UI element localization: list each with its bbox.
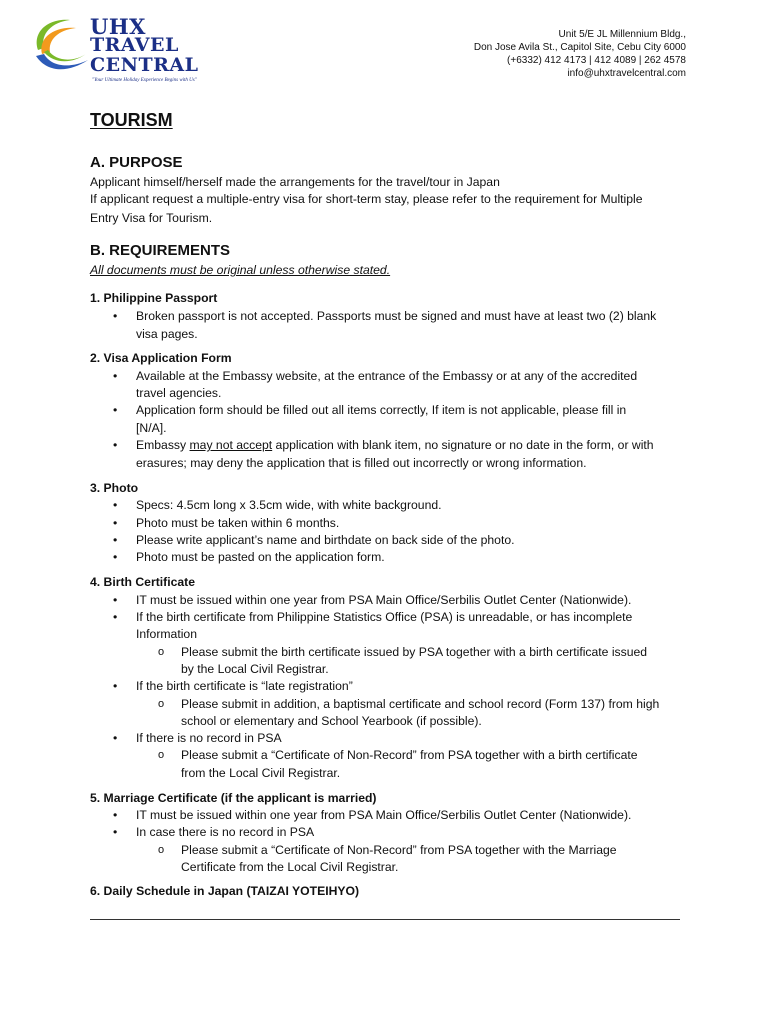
bullet-marker: • (113, 533, 118, 547)
sub-list-item-text: Please submit the birth certificate issued by PSA together with a birth certificate issued (181, 645, 648, 659)
logo-text-travel: TRAVEL (90, 34, 179, 56)
purpose-line-2: If applicant request a multiple-entry visa for short-term stay, please refer to the requirement for Multiple (90, 192, 643, 206)
list-item-text: Specs: 4.5cm long x 3.5cm wide, with white background. (136, 498, 442, 512)
list-item-text: Available at the Embassy website, at the entrance of the Embassy or at any of the accredited (136, 369, 638, 383)
list-item-text: In case there is no record in PSA (136, 825, 315, 839)
list-item-text: [N/A]. (136, 421, 167, 435)
photo-heading: 3. Photo (90, 481, 139, 495)
list-item-text: IT must be issued within one year from PSA Main Office/Serbilis Outlet Center (Nationwide). (136, 593, 632, 607)
requirements-heading: B. REQUIREMENTS (90, 242, 231, 259)
list-item-text: If the birth certificate is “late registration” (136, 679, 353, 693)
list-item-text: Photo must be taken within 6 months. (136, 516, 340, 530)
bullet-marker: • (113, 808, 118, 822)
list-item-text: If the birth certificate from Philippine Statistics Office (PSA) is unreadable, or has incomplete (136, 610, 633, 624)
logo-text-central: CENTRAL (90, 54, 199, 76)
sub-list-item-text: Please submit in addition, a baptismal certificate and school record (Form 137) from high (181, 697, 660, 711)
bullet-marker: • (113, 369, 118, 383)
address-line-1: Unit 5/E JL Millennium Bldg., (558, 29, 686, 40)
sub-bullet-marker: o (158, 698, 165, 710)
list-item-text: If there is no record in PSA (136, 731, 282, 745)
list-item-text: Please write applicant’s name and birthdate on back side of the photo. (136, 533, 515, 547)
purpose-line-3: Entry Visa for Tourism. (90, 211, 213, 225)
list-item-text: travel agencies. (136, 386, 222, 400)
sub-list-item-text: Please submit a “Certificate of Non-Record” from PSA together with a birth certificate (181, 748, 638, 762)
list-item-text: IT must be issued within one year from PSA Main Office/Serbilis Outlet Center (Nationwide). (136, 808, 632, 822)
passport-heading: 1. Philippine Passport (90, 291, 218, 305)
contact-block (474, 28, 686, 80)
list-item-text: Application form should be filled out all items correctly, If item is not applicable, please fill in (136, 403, 627, 417)
list-item-text: Photo must be pasted on the application form. (136, 550, 385, 564)
birth-heading: 4. Birth Certificate (90, 575, 195, 589)
logo-text-uhx: UHX (90, 14, 146, 39)
sub-bullet-marker: o (158, 749, 165, 761)
requirements-note: All documents must be original unless otherwise stated. (90, 263, 391, 277)
address-line-2: Don Jose Avila St., Capitol Site, Cebu City 6000 (473, 42, 686, 53)
swoosh-logo-icon (30, 12, 92, 82)
sub-bullet-marker: o (158, 844, 165, 856)
sub-list-item-text: Please submit a “Certificate of Non-Record” from PSA together with the Marriage (181, 843, 617, 857)
bullet-marker: • (113, 498, 118, 512)
underlined-phrase: may not accept (189, 438, 273, 452)
bullet-marker: • (113, 731, 118, 745)
list-item-text: erasures; may deny the application that is filled out incorrectly or wrong information. (136, 456, 587, 470)
bullet-marker: • (113, 679, 118, 693)
schedule-heading: 6. Daily Schedule in Japan (TAIZAI YOTEIHYO) (90, 884, 360, 898)
sub-list-item-text: school or elementary and School Yearbook (if possible). (181, 714, 482, 728)
email-address[interactable]: info@uhxtravelcentral.com (567, 68, 686, 79)
list-item-text: Information (136, 627, 197, 641)
sub-list-item-text: Certificate from the Local Civil Registrar. (181, 860, 399, 874)
logo-tagline: "Your Ultimate Holiday Experience Begins with Us" (92, 78, 197, 83)
marriage-heading: 5. Marriage Certificate (if the applicant is married) (90, 791, 377, 805)
bullet-marker: • (113, 825, 118, 839)
text-fragment: application with blank item, no signature or no date in the form, or with (272, 438, 654, 452)
bullet-marker: • (113, 516, 118, 530)
list-item-text (136, 437, 654, 454)
sub-list-item-text: from the Local Civil Registrar. (181, 766, 341, 780)
bullet-marker: • (113, 309, 118, 323)
bullet-marker: • (113, 550, 118, 564)
text-fragment: Embassy (136, 438, 190, 452)
sub-bullet-marker: o (158, 646, 165, 658)
bullet-marker: • (113, 403, 118, 417)
list-item-text: visa pages. (136, 327, 198, 341)
bullet-marker: • (113, 438, 118, 452)
sub-list-item-text: by the Local Civil Registrar. (181, 662, 329, 676)
footer-divider (90, 919, 680, 920)
bullet-marker: • (113, 593, 118, 607)
page-title: TOURISM (90, 110, 173, 130)
bullet-marker: • (113, 610, 118, 624)
purpose-heading: A. PURPOSE (90, 154, 183, 171)
phone-numbers: (+6332) 412 4173 | 412 4089 | 262 4578 (507, 55, 686, 66)
visa-form-heading: 2. Visa Application Form (90, 351, 232, 365)
list-item-text: Broken passport is not accepted. Passports must be signed and must have at least two (2) blank (136, 309, 657, 323)
purpose-line-1: Applicant himself/herself made the arrangements for the travel/tour in Japan (90, 175, 500, 189)
company-logo (30, 12, 210, 82)
